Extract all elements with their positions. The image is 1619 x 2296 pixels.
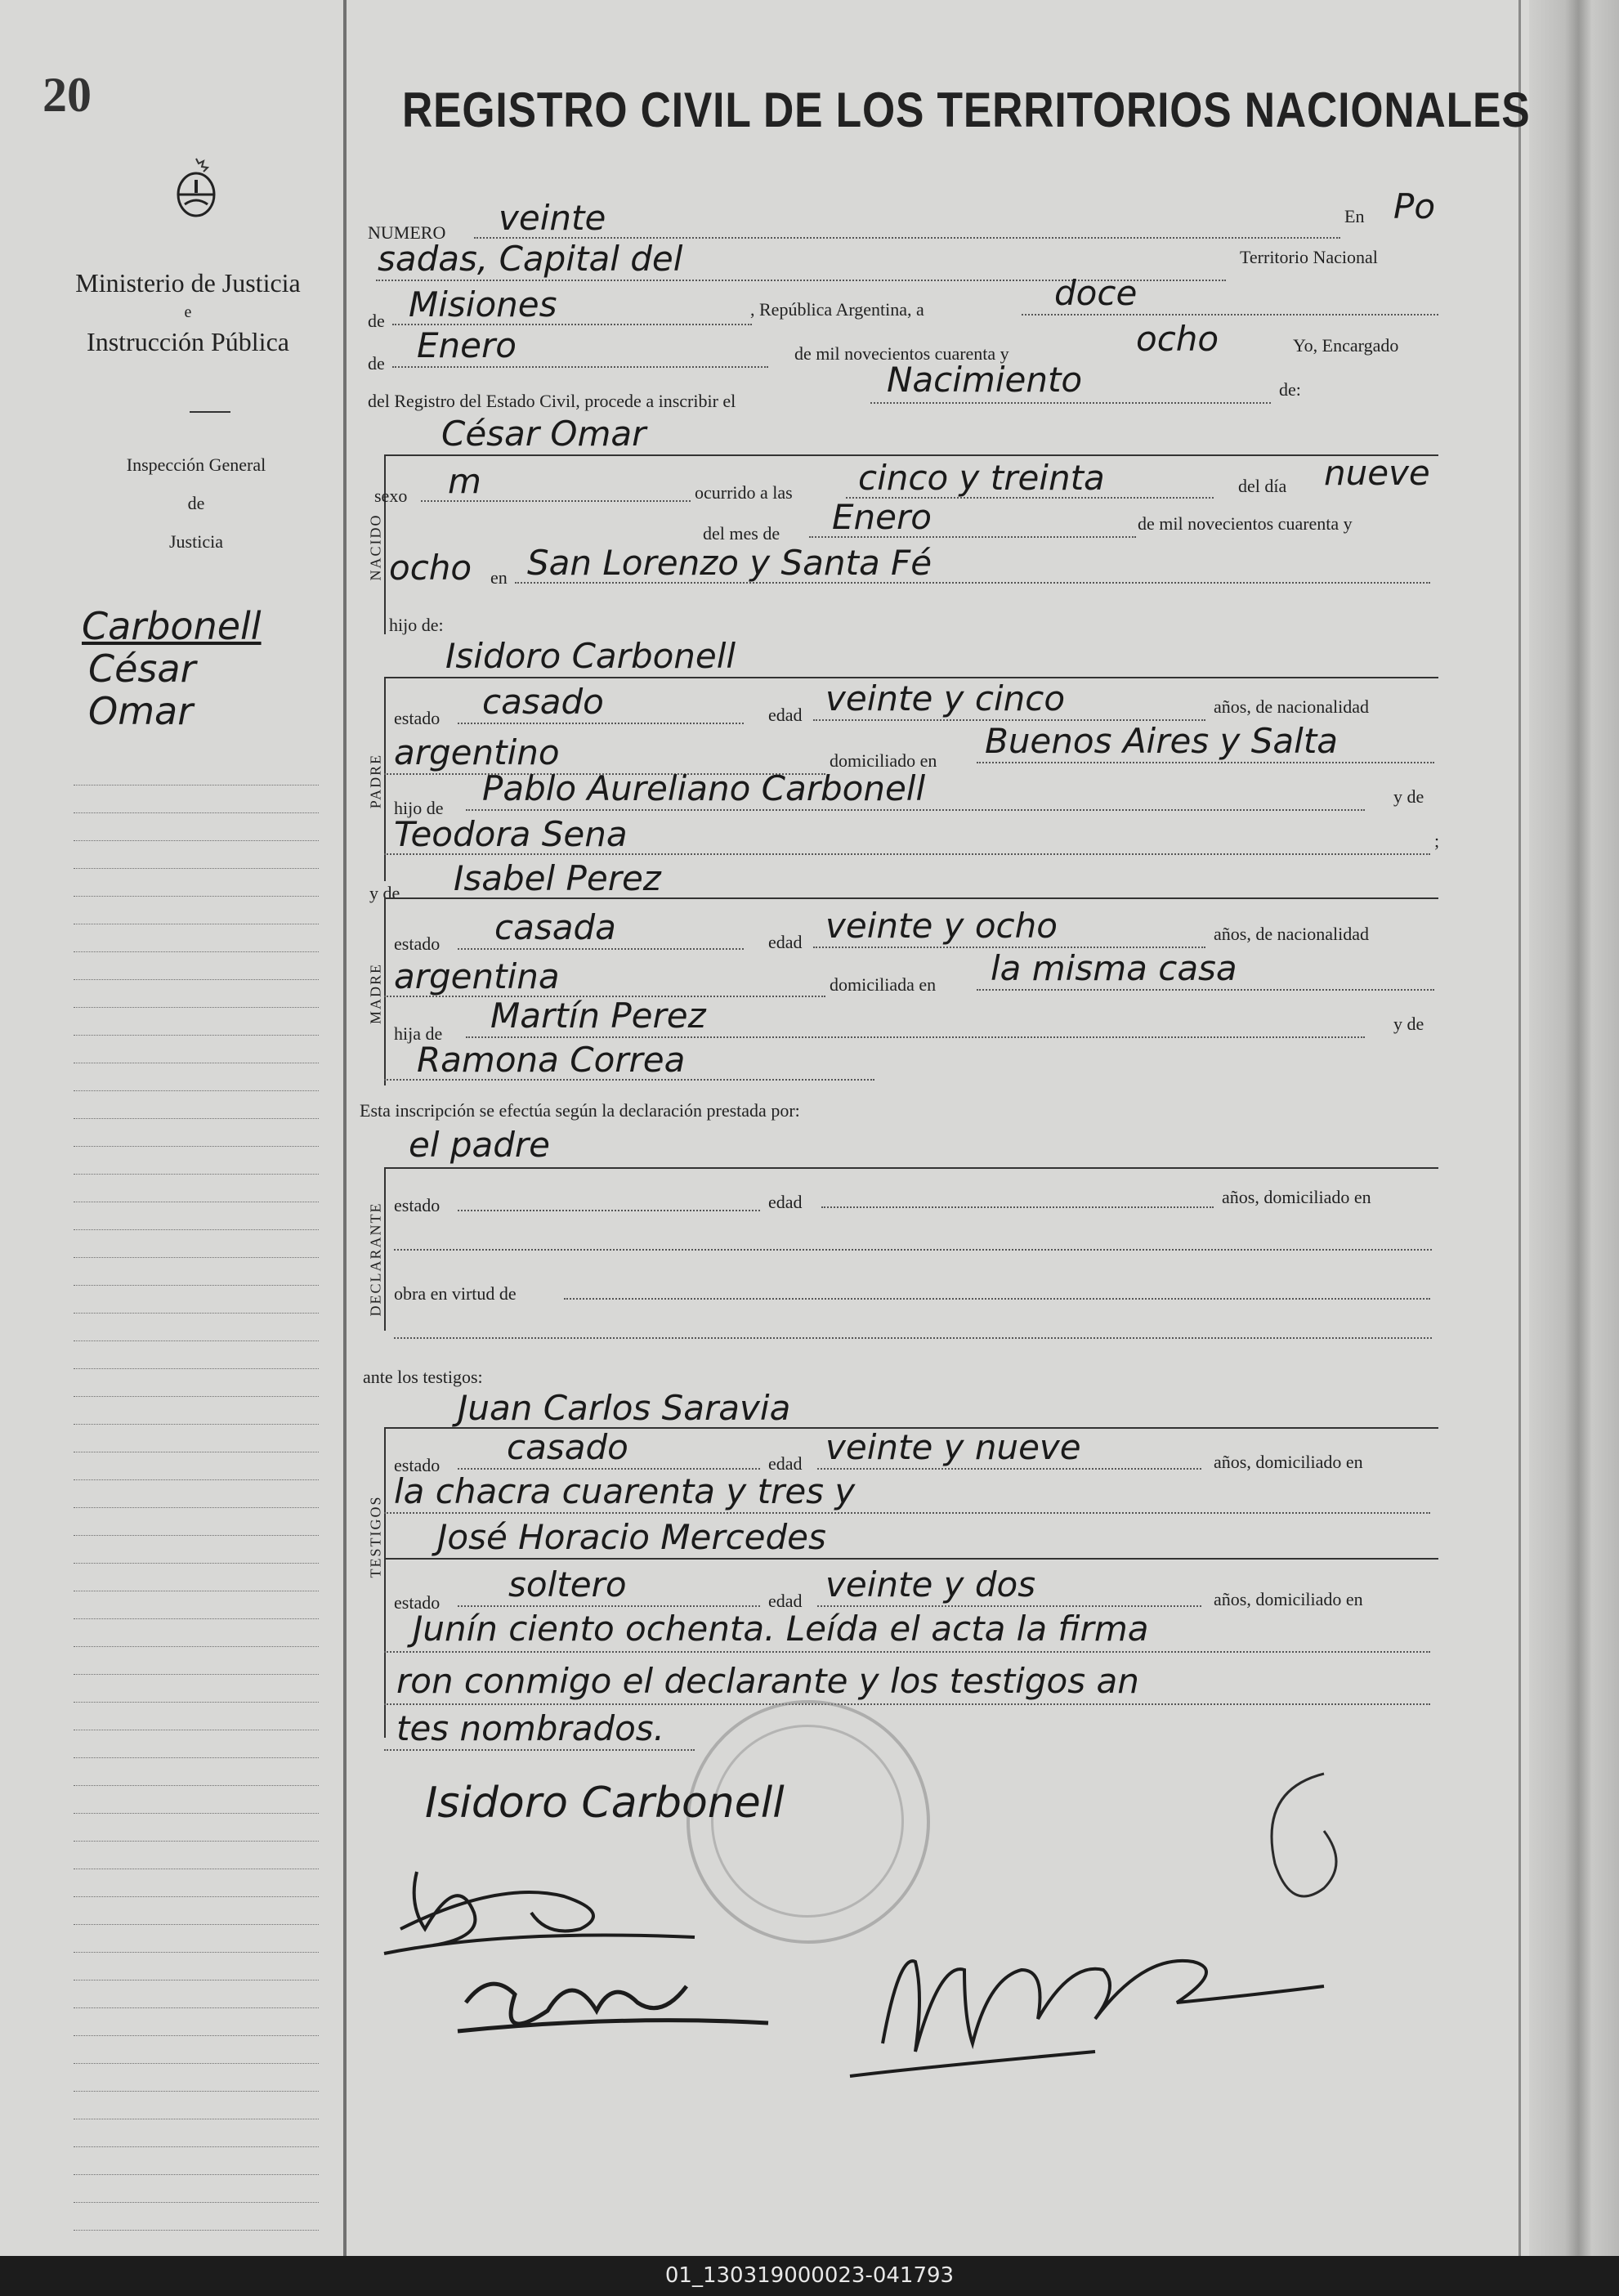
- testigos-section-label: TESTIGOS: [367, 1495, 384, 1578]
- father-name-value: Isidoro Carbonell: [445, 636, 736, 676]
- margin-rule-line: [74, 1618, 319, 1619]
- margin-rule-line: [74, 1368, 319, 1369]
- nacido-section-label: NACIDO: [367, 513, 384, 581]
- inspection-line-3: Justicia: [169, 531, 223, 552]
- ministry-line-1: Ministerio de Justicia: [75, 268, 301, 298]
- semicolon: ;: [1434, 830, 1440, 851]
- madre-estado-dots: [458, 948, 744, 950]
- margin-rule-line: [74, 1702, 319, 1703]
- t1-edad-dots: [817, 1468, 1201, 1470]
- margin-rule-line: [74, 1229, 319, 1230]
- declarante-dom-label: años, domiciliado en: [1222, 1187, 1371, 1207]
- margin-rule-line: [74, 1479, 319, 1480]
- divider: [190, 411, 230, 413]
- closing-dots-3: [384, 1749, 695, 1751]
- padre-section-label: PADRE: [367, 753, 384, 809]
- document-id-footer: 01_130319000023-041793: [0, 2256, 1619, 2296]
- subject-value: César Omar: [441, 414, 646, 454]
- territory-value: Misiones: [409, 284, 557, 324]
- margin-rule-line: [74, 979, 319, 980]
- mother-name-value: Isabel Perez: [454, 858, 661, 898]
- witness-2-line: [384, 1558, 1438, 1560]
- declarante-edad-dots: [821, 1206, 1214, 1208]
- ocurrido-label: ocurrido a las: [695, 482, 793, 503]
- madre-nac-label: años, de nacionalidad: [1214, 924, 1369, 944]
- margin-rule-line: [74, 1952, 319, 1953]
- t2-edad-dots: [817, 1605, 1201, 1607]
- margin-rule-line: [74, 1757, 319, 1758]
- margin-rule-line: [74, 1340, 319, 1341]
- hour-value: cinco y treinta: [858, 458, 1105, 498]
- padre-estado-value: casado: [482, 682, 604, 722]
- padre-estado-dots: [458, 723, 744, 724]
- maternal-grandmother-dots: [384, 1079, 874, 1081]
- maternal-grandfather-dots: [466, 1036, 1365, 1038]
- margin-rule-line: [74, 1396, 319, 1397]
- margin-rule-line: [74, 1896, 319, 1897]
- t1-estado-value: casado: [507, 1427, 628, 1467]
- signature-declarant: Isidoro Carbonell: [425, 1779, 785, 1828]
- year-label: de mil novecientos cuarenta y: [794, 343, 1009, 364]
- grandmother-dots: [384, 853, 1430, 855]
- declarante-line: [384, 1167, 1438, 1169]
- padre-estado-label: estado: [394, 708, 441, 728]
- margin-rule-line: [74, 2146, 319, 2147]
- registro-label: del Registro del Estado Civil, procede a inscribir el: [368, 391, 736, 411]
- t1-domicilio-value: la chacra cuarenta y tres y: [394, 1471, 856, 1511]
- obra-dots-2: [394, 1337, 1432, 1339]
- numero-label: NUMERO: [368, 222, 446, 243]
- declarante-dom-dots: [394, 1249, 1432, 1251]
- obra-dots: [564, 1298, 1430, 1300]
- t2-dom-label: años, domiciliado en: [1214, 1589, 1363, 1609]
- madre-estado-label: estado: [394, 933, 441, 954]
- republica-label: , República Argentina, a: [750, 299, 924, 320]
- margin-rule-line: [74, 1313, 319, 1314]
- declarante-section-label: DECLARANTE: [367, 1202, 384, 1317]
- margin-rule-line: [74, 1174, 319, 1175]
- t1-estado-label: estado: [394, 1455, 441, 1475]
- city-continuation: sadas, Capital del: [378, 239, 683, 279]
- t2-estado-label: estado: [394, 1592, 441, 1613]
- day-value: doce: [1054, 273, 1138, 313]
- margin-rule-line: [74, 840, 319, 841]
- dia-label: del día: [1238, 476, 1287, 496]
- act-type-dots: [870, 402, 1271, 404]
- madre-domicilio-value: la misma casa: [991, 948, 1237, 988]
- margin-rule-line: [74, 1813, 319, 1814]
- sexo-dots: [421, 500, 691, 502]
- margin-rule-line: [74, 896, 319, 897]
- t2-edad-value: veinte y dos: [825, 1564, 1036, 1605]
- maternal-grandfather-value: Martín Perez: [490, 996, 706, 1036]
- padre-edad-value: veinte y cinco: [825, 678, 1066, 718]
- signature-witness-1: [368, 1839, 711, 1970]
- birth-place-value: San Lorenzo y Santa Fé: [527, 543, 932, 583]
- en-value: Po: [1393, 186, 1436, 226]
- hijo-de-label: hijo de:: [389, 615, 444, 635]
- en-label: En: [1344, 206, 1365, 226]
- birth-year-value: ocho: [389, 548, 472, 588]
- day-dots: [1022, 314, 1438, 316]
- right-border: [1518, 0, 1521, 2256]
- birth-place-dots: [515, 582, 1430, 584]
- margin-rule-line: [74, 868, 319, 869]
- margin-rule-line: [74, 1118, 319, 1119]
- margin-rule-line: [74, 951, 319, 952]
- column-divider: [343, 0, 347, 2256]
- de-label-3: de:: [1279, 379, 1301, 400]
- margin-rule-line: [74, 1090, 319, 1091]
- mother-line: [384, 897, 1438, 899]
- signature-officer: [817, 1929, 1373, 2092]
- margin-rule-line: [74, 1563, 319, 1564]
- inspection-line-2: de: [187, 493, 205, 513]
- inspection-line-1: Inspección General: [126, 454, 266, 475]
- t2-edad-label: edad: [768, 1591, 803, 1611]
- madre-nacionalidad-value: argentina: [394, 956, 560, 996]
- margin-rule-line: [74, 1646, 319, 1647]
- margin-given-2: Omar: [88, 689, 194, 733]
- mes-label: del mes de: [703, 523, 780, 544]
- de-label-2: de: [368, 353, 385, 374]
- margin-rule-line: [74, 1146, 319, 1147]
- sexo-value: m: [448, 461, 481, 501]
- ministry-line-2: e: [184, 303, 192, 321]
- margin-rule-line: [74, 1924, 319, 1925]
- en-place-label: en: [490, 567, 508, 588]
- sexo-label: sexo: [374, 486, 408, 506]
- padre-dom-label: domiciliado en: [830, 750, 937, 771]
- subject-line: [384, 454, 1438, 456]
- margin-rule-line: [74, 2007, 319, 2008]
- madre-estado-value: casada: [494, 907, 616, 947]
- witness-1-name-value: Juan Carlos Saravia: [458, 1388, 791, 1428]
- margin-given-1: César: [88, 647, 196, 691]
- margin-rule-line: [74, 2091, 319, 2092]
- obra-label: obra en virtud de: [394, 1283, 517, 1304]
- padre-edad-label: edad: [768, 705, 803, 725]
- inspection-heading: [98, 445, 294, 561]
- declarante-estado-label: estado: [394, 1195, 441, 1215]
- month-value: Enero: [417, 325, 517, 365]
- signature-witness-2: [441, 1954, 785, 2052]
- territorio-label: Territorio Nacional: [1240, 247, 1378, 267]
- madre-dom-dots: [977, 989, 1434, 991]
- margin-rule-line: [74, 1035, 319, 1036]
- margin-column: [0, 0, 343, 2256]
- act-type-value: Nacimiento: [887, 360, 1083, 400]
- margin-rule-line: [74, 2063, 319, 2064]
- birth-month-value: Enero: [832, 497, 932, 537]
- declarante-edad-label: edad: [768, 1192, 803, 1212]
- t1-edad-value: veinte y nueve: [825, 1427, 1081, 1467]
- t1-edad-label: edad: [768, 1453, 803, 1474]
- birth-year-label: de mil novecientos cuarenta y: [1138, 513, 1353, 534]
- padre-domicilio-value: Buenos Aires y Salta: [985, 721, 1339, 761]
- document-title: REGISTRO CIVIL DE LOS TERRITORIOS NACIONALES: [402, 83, 1531, 137]
- day-of-birth-value: nueve: [1324, 453, 1430, 493]
- paternal-grandfather-value: Pablo Aureliano Carbonell: [482, 768, 926, 808]
- t2-estado-value: soltero: [508, 1564, 627, 1605]
- signature-flourish: [1242, 1757, 1373, 1921]
- ministry-heading: [57, 262, 319, 363]
- testigos-bracket: [384, 1427, 386, 1738]
- testigos-label: ante los testigos:: [363, 1367, 483, 1387]
- closing-line-2: tes nombrados.: [396, 1708, 665, 1748]
- margin-rule-line: [74, 1424, 319, 1425]
- t2-domicilio-value: Junín ciento ochenta. Leída el acta la firma: [413, 1609, 1149, 1649]
- de-label: de: [368, 311, 385, 331]
- book-binding: [1529, 0, 1619, 2256]
- declarante-estado-dots: [458, 1210, 760, 1211]
- margin-rule-line: [74, 2202, 319, 2203]
- month-dots: [392, 366, 768, 368]
- margin-rule-line: [74, 1285, 319, 1286]
- margin-rule-line: [74, 1674, 319, 1675]
- madre-hija-label: hija de: [394, 1023, 443, 1044]
- padre-nacionalidad-value: argentino: [394, 732, 560, 772]
- margin-rule-line: [74, 1535, 319, 1536]
- madre-y-de-label: y de: [369, 883, 400, 903]
- ministry-line-3: Instrucción Pública: [87, 327, 289, 356]
- t1-estado-dots: [458, 1468, 760, 1470]
- closing-dots-1: [384, 1651, 1430, 1653]
- closing-line-1: ron conmigo el declarante y los testigos an: [396, 1661, 1139, 1701]
- paternal-grandmother-value: Teodora Sena: [394, 814, 628, 854]
- madre-dom-label: domiciliada en: [830, 974, 937, 995]
- madre-section-label: MADRE: [367, 963, 384, 1025]
- t1-dom-label: años, domiciliado en: [1214, 1452, 1363, 1472]
- grandfather-dots: [466, 809, 1365, 811]
- padre-hijo-label: hijo de: [394, 798, 444, 818]
- year-value: ocho: [1136, 319, 1219, 359]
- birth-month-dots: [809, 536, 1136, 538]
- maternal-grandmother-value: Ramona Correa: [417, 1040, 686, 1080]
- margin-rule-line: [74, 1507, 319, 1508]
- t2-estado-dots: [458, 1605, 760, 1607]
- padre-dom-dots: [977, 762, 1434, 763]
- margin-surname: Carbonell: [82, 604, 262, 648]
- numero-value: veinte: [499, 198, 606, 238]
- closing-dots-2: [384, 1703, 1430, 1705]
- margin-rule-line: [74, 2230, 319, 2231]
- margin-rule-line: [74, 1257, 319, 1258]
- witness-2-name-value: José Horacio Mercedes: [437, 1517, 826, 1557]
- declaracion-label: Esta inscripción se efectúa según la declaración prestada por:: [360, 1100, 800, 1121]
- margin-rule-line: [74, 2035, 319, 2036]
- padre-y-de-label: y de: [1393, 786, 1424, 807]
- margin-rule-line: [74, 2174, 319, 2175]
- madre-y-de-label-2: y de: [1393, 1014, 1424, 1034]
- margin-rule-line: [74, 1007, 319, 1008]
- padre-nac-label: años, de nacionalidad: [1214, 696, 1369, 717]
- margin-rule-line: [74, 1841, 319, 1842]
- coat-of-arms-icon: [173, 155, 219, 221]
- madre-edad-label: edad: [768, 932, 803, 952]
- t1-dom-dots: [384, 1512, 1430, 1514]
- margin-name: [82, 605, 262, 732]
- declarante-name-value: el padre: [409, 1125, 551, 1165]
- margin-rule-line: [74, 812, 319, 813]
- margin-rule-line: [74, 1785, 319, 1786]
- madre-edad-value: veinte y ocho: [825, 906, 1058, 946]
- page-number: 20: [42, 68, 92, 122]
- yo-label: Yo, Encargado: [1293, 335, 1399, 356]
